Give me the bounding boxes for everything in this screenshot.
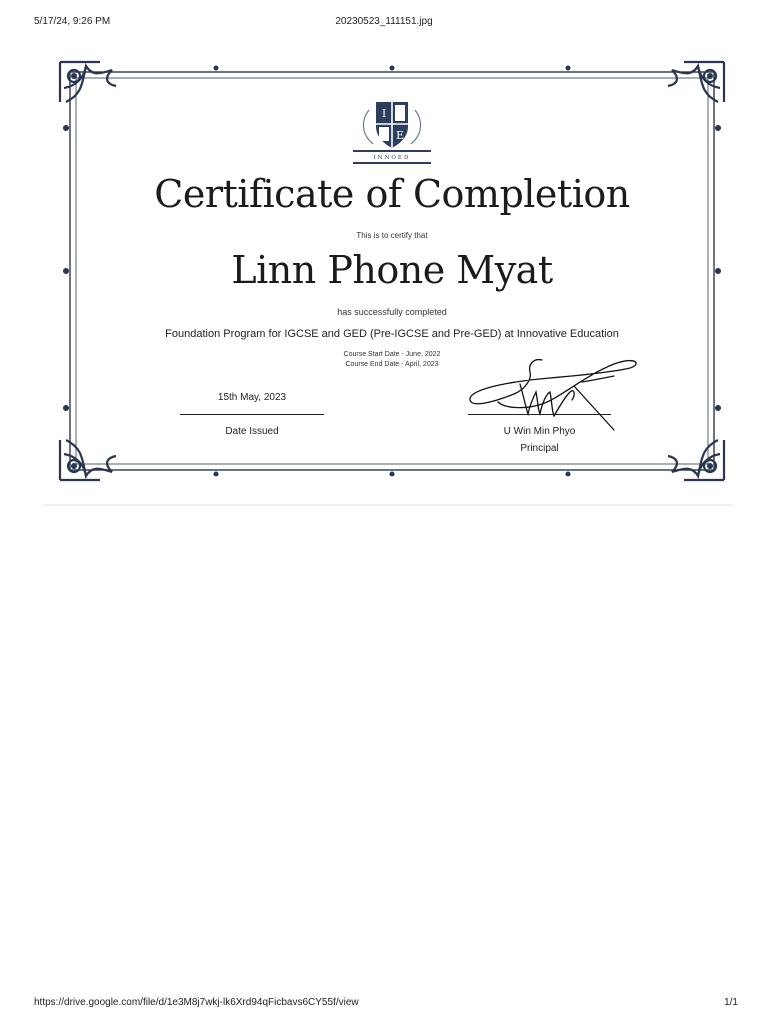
crest-text: INNOED bbox=[373, 155, 411, 161]
print-datetime: 5/17/24, 9:26 PM bbox=[34, 16, 111, 27]
print-filename: 20230523_111151.jpg bbox=[335, 16, 433, 27]
course-end-date: Course End Date - April, 2023 bbox=[345, 361, 439, 368]
crest-letter-i: I bbox=[381, 107, 387, 120]
completed-text: has successfully completed bbox=[337, 307, 447, 317]
signature-rule bbox=[468, 414, 611, 415]
date-issued-value: 15th May, 2023 bbox=[217, 392, 287, 403]
certificate bbox=[56, 58, 728, 484]
print-url: https://drive.google.com/file/d/1e3M8j7wkj-lk6Xrd94qFicbavs6CY55f/view bbox=[34, 997, 359, 1008]
signer-name: U Win Min Phyo bbox=[503, 426, 576, 437]
date-rule bbox=[180, 414, 324, 415]
crest-letter-e: E bbox=[395, 129, 405, 142]
signer-title: Principal bbox=[520, 443, 559, 454]
recipient-name: Linn Phone Myat bbox=[231, 248, 553, 292]
course-start-date: Course Start Date - June, 2022 bbox=[343, 351, 441, 358]
print-page-number: 1/1 bbox=[724, 997, 738, 1008]
page-divider bbox=[44, 504, 732, 506]
date-issued-label: Date Issued bbox=[225, 426, 279, 437]
certificate-title: Certificate of Completion bbox=[154, 172, 630, 216]
certify-text: This is to certify that bbox=[356, 231, 428, 240]
program-name: Foundation Program for IGCSE and GED (Pre-IGCSE and Pre-GED) at Innovative Education bbox=[165, 328, 619, 340]
innoed-crest-logo bbox=[351, 96, 433, 168]
